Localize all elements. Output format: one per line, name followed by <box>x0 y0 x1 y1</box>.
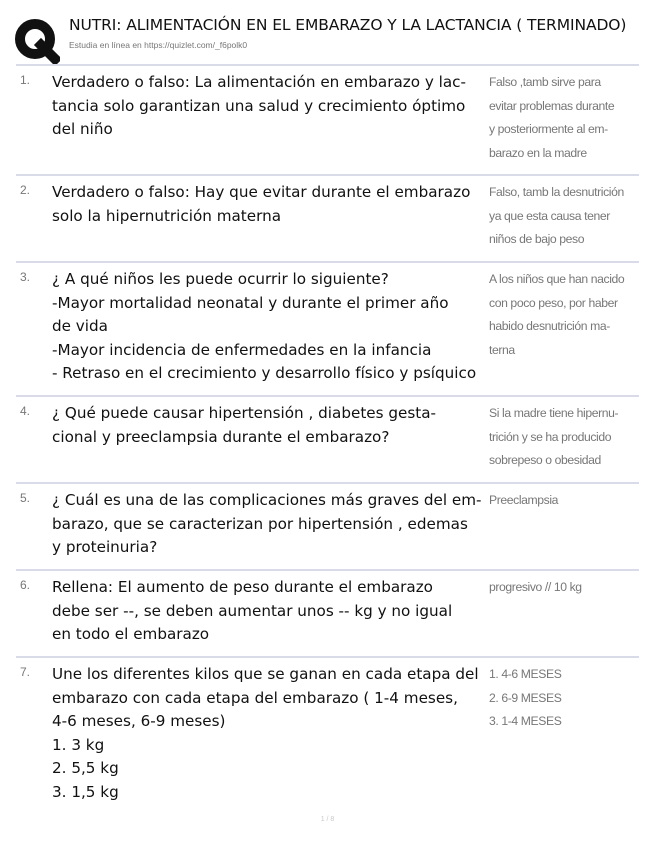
card-number: 3. <box>20 270 31 284</box>
card-question: Rellena: El aumento de peso durante el embarazo debe ser --, se deben aumentar unos -- kg y no igual en todo el embarazo <box>52 578 453 643</box>
card-answer: Si la madre tiene hipernu- trición y se ha producido sobrepeso o obesidad <box>489 406 619 467</box>
card-question: ¿ A qué niños les puede ocurrir lo siguiente? -Mayor mortalidad neonatal y durante el primer año de vida -Mayor incidencia de enfermedades en la infancia - Retraso en el crecimiento y desarrollo físico y psíquico <box>52 270 477 382</box>
page-title: NUTRI: ALIMENTACIÓN EN EL EMBARAZO Y LA LACTANCIA ( TERMINADO) <box>69 16 627 34</box>
flashcard <box>16 174 639 261</box>
card-answer: A los niños que han nacido con poco peso, por haber habido desnutrición ma- terna <box>489 272 625 357</box>
flashcard <box>16 482 639 569</box>
card-answer: Falso, tamb la desnutrición ya que esta causa tener niños de bajo peso <box>489 185 624 246</box>
card-number: 7. <box>20 665 31 679</box>
flashcard <box>16 64 639 174</box>
card-answer: Preeclampsia <box>489 493 559 507</box>
card-number: 6. <box>20 578 31 592</box>
flashcard-list <box>16 64 639 813</box>
card-answer: 1. 4-6 MESES 2. 6-9 MESES 3. 1-4 MESES <box>489 667 562 728</box>
card-answer: Falso ,tamb sirve para evitar problemas durante y posteriormente al em- barazo en la madre <box>489 75 615 160</box>
card-answer: progresivo // 10 kg <box>489 580 582 594</box>
card-question: ¿ Qué puede causar hipertensión , diabetes gesta- cional y preeclampsia durante el embarazo? <box>52 404 436 446</box>
page-number: 1 / 8 <box>320 816 335 823</box>
card-question: ¿ Cuál es una de las complicaciones más graves del em- barazo, que se caracterizan por hipertensión , edemas y proteinuria? <box>52 491 482 556</box>
flashcard <box>16 395 639 482</box>
card-number: 1. <box>20 73 31 87</box>
quizlet-logo-icon <box>14 18 60 64</box>
page-header <box>14 14 655 60</box>
flashcard <box>16 656 639 813</box>
card-number: 5. <box>20 491 31 505</box>
study-online-link[interactable]: Estudia en línea en https://quizlet.com/_f6polk0 <box>69 40 248 50</box>
card-number: 4. <box>20 404 31 418</box>
card-question: Verdadero o falso: Hay que evitar durante el embarazo solo la hipernutrición materna <box>52 183 471 225</box>
card-question: Une los diferentes kilos que se ganan en cada etapa del embarazo con cada etapa del embarazo ( 1-4 meses, 4-6 meses, 6-9 meses) 1. 3 kg 2. 5,5 kg 3. 1,5 kg <box>52 665 479 801</box>
flashcard <box>16 261 639 395</box>
card-number: 2. <box>20 183 31 197</box>
flashcard <box>16 569 639 656</box>
card-question: Verdadero o falso: La alimentación en embarazo y lac- tancia solo garantizan una salud y crecimiento óptimo del niño <box>52 73 467 138</box>
